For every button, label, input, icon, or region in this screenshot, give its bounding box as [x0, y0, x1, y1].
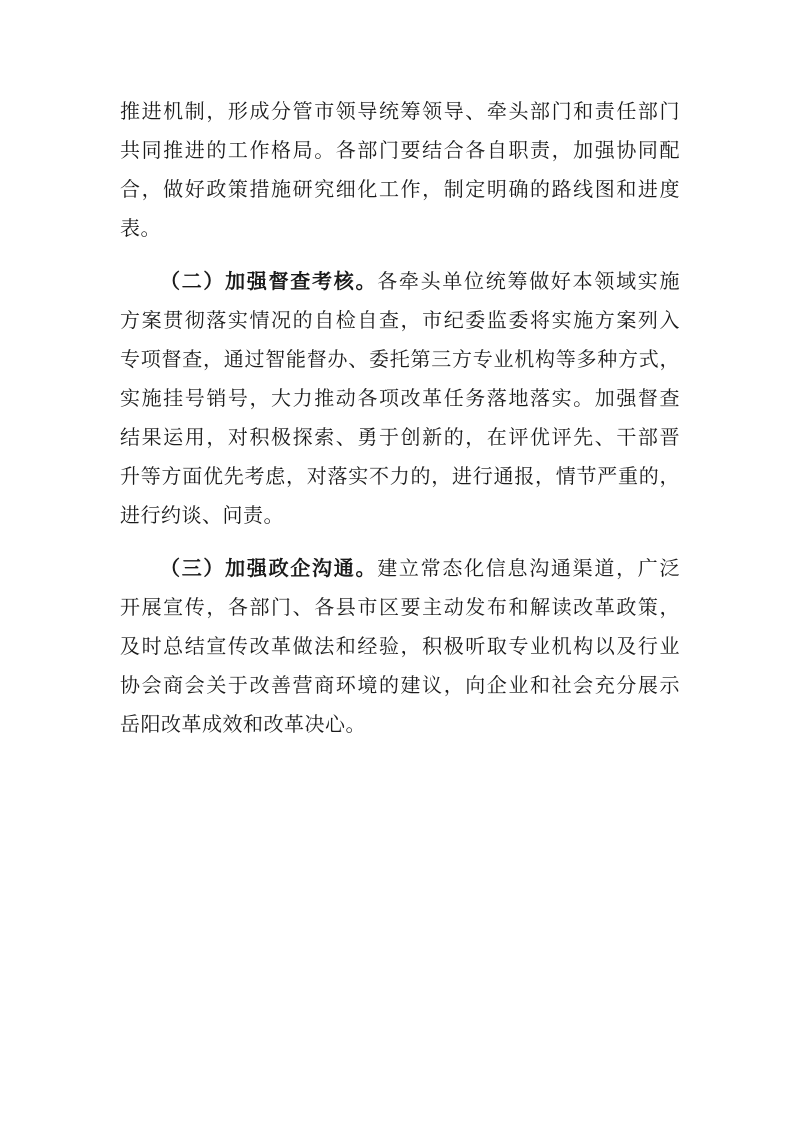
section-heading: （三）加强政企沟通。: [160, 556, 378, 580]
text-line: 岳阳改革成效和改革决心。: [120, 712, 366, 736]
text-line: 合，做好政策措施研究细化工作，制定明确的路线图和进度: [120, 177, 680, 201]
text-line: 专项督查，通过智能督办、委托第三方专业机构等多种方式，: [120, 347, 680, 371]
text-line: 实施挂号销号，大力推动各项改革任务落地落实。加强督查: [120, 386, 680, 410]
paragraph-3: [120, 549, 680, 744]
text-line: 方案贯彻落实情况的自检自查，市纪委监委将实施方案列入: [120, 308, 680, 332]
text-line: 开展宣传，各部门、各县市区要主动发布和解读改革政策，: [120, 595, 680, 619]
text-run: 建立常态化信息沟通渠道，广泛: [377, 556, 681, 580]
text-line: 表。: [120, 216, 161, 240]
text-line: 进行约谈、问责。: [120, 503, 284, 527]
text-line: 结果运用，对积极探索、勇于创新的，在评优评先、干部晋: [120, 425, 680, 449]
text-line: 推进机制，形成分管市领导统筹领导、牵头部门和责任部门: [120, 99, 680, 123]
text-line: 及时总结宣传改革做法和经验，积极听取专业机构以及行业: [120, 634, 680, 658]
section-heading: （二）加强督查考核。: [160, 269, 378, 293]
text-line: 共同推进的工作格局。各部门要结合各自职责，加强协同配: [120, 138, 680, 162]
text-run: 各牵头单位统筹做好本领域实施: [377, 269, 681, 293]
text-line: 升等方面优先考虑，对落实不力的，进行通报，情节严重的，: [120, 464, 680, 488]
text-line-first: [120, 549, 680, 588]
text-line-first: [120, 262, 680, 301]
paragraph-1: [120, 92, 680, 248]
document-body: [120, 92, 680, 744]
text-line: 协会商会关于改善营商环境的建议，向企业和社会充分展示: [120, 673, 680, 697]
paragraph-2: [120, 262, 680, 535]
